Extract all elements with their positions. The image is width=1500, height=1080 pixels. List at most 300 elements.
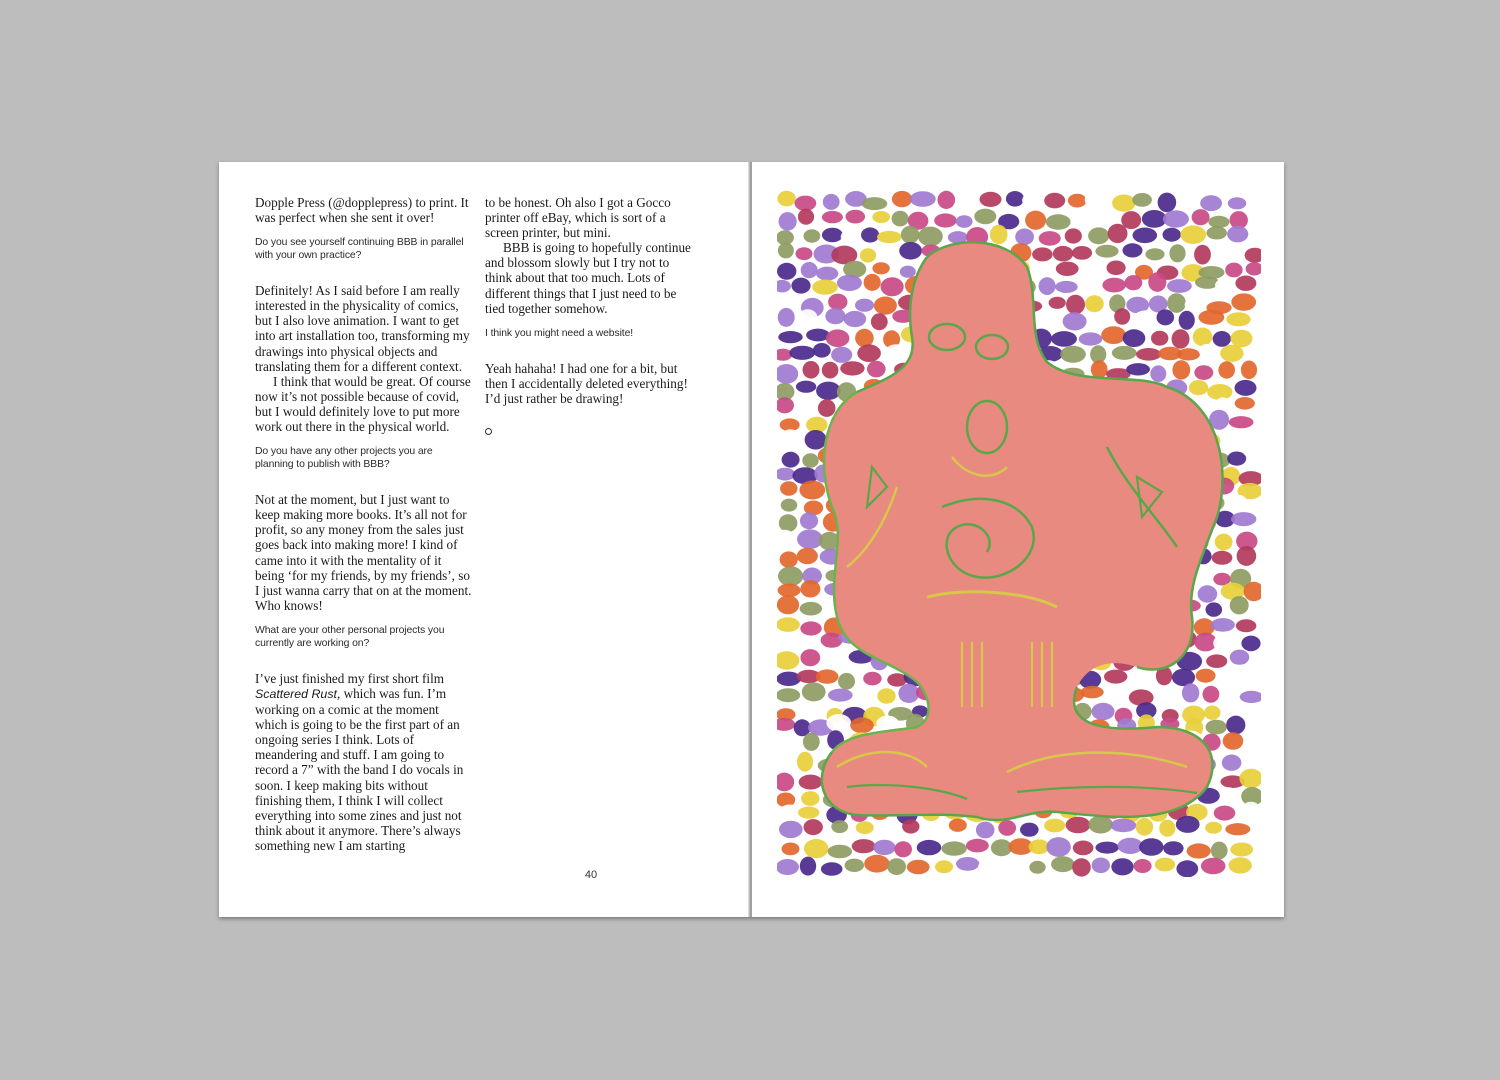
paint-dot: [822, 228, 843, 243]
paint-dot: [1006, 191, 1024, 207]
paint-dot: [1182, 683, 1199, 702]
paint-dot: [1060, 346, 1086, 363]
paint-dot: [1235, 276, 1256, 291]
paint-dot: [1091, 360, 1108, 378]
paint-dot: [838, 673, 855, 690]
paint-dot: [1110, 819, 1136, 833]
paragraph: Yeah hahaha! I had one for a bit, but then I accidentally deleted everything! I’d just rather be drawing!: [485, 360, 688, 406]
paint-dot: [826, 329, 850, 347]
paint-dot: [1134, 310, 1160, 324]
paint-dot: [1142, 210, 1167, 228]
paint-dot: [1126, 363, 1150, 375]
paint-dot: [798, 209, 814, 225]
paragraph: I think that would be great. Of course now it’s not possible because of covid, but I would definitely love to put more work out there in the physical world.: [255, 373, 471, 435]
paint-dot: [949, 819, 967, 832]
paint-dot: [831, 347, 852, 363]
paint-dot: [780, 481, 797, 495]
paint-dot: [1212, 551, 1233, 565]
paint-dot: [978, 860, 1002, 873]
paint-dot: [822, 211, 843, 223]
paint-dot: [779, 821, 803, 838]
paint-dot: [1201, 858, 1226, 875]
paint-dot: [778, 584, 801, 598]
paint-dot: [872, 262, 889, 274]
paint-dot: [781, 499, 798, 512]
paint-dot: [801, 791, 819, 806]
paint-dot: [1226, 312, 1250, 326]
paint-dot: [873, 840, 895, 855]
paint-dot: [1240, 691, 1261, 703]
paint-dot: [799, 706, 823, 721]
paragraph: BBB is going to hopefully continue and blossom slowly but I try not to think about that too much. Lots of different things that I just need to be tied together somehow.: [485, 240, 691, 316]
paint-dot: [803, 361, 820, 379]
paint-dot: [1198, 585, 1218, 602]
paint-dot: [778, 243, 794, 259]
paint-dot: [800, 649, 820, 666]
paint-dot: [1199, 310, 1225, 325]
paint-dot: [1039, 231, 1061, 246]
interview-question: Do you see yourself continuing BBB in parallel with your own practice?: [255, 237, 464, 262]
paint-dot: [777, 718, 795, 731]
paint-dot: [1178, 195, 1198, 208]
paint-dot: [1226, 716, 1245, 735]
paint-dot: [795, 196, 817, 211]
paint-dot: [1227, 452, 1246, 466]
paint-dot: [1241, 636, 1260, 652]
paint-dot: [1132, 193, 1152, 207]
paint-dot: [1213, 634, 1238, 653]
paint-dot: [1214, 806, 1236, 821]
paint-dot: [956, 215, 973, 228]
paint-dot: [998, 858, 1024, 871]
paint-dot: [777, 295, 800, 309]
paint-dot: [794, 636, 818, 648]
paint-dot: [1215, 278, 1237, 293]
paint-dot: [918, 227, 943, 247]
paint-dot: [1206, 602, 1223, 616]
paint-dot: [1231, 293, 1256, 310]
paragraph-text: , which was fun. I’m working on a comic at the moment which is going to be the first part of an ongoing series I think. Lots of meandering and stuff. I am going to record a 7” with the band I do vocals in soon. I keep making bits without finishing them, I think I will collect everything into some zines and just not think about it anymore. There’s always something new I am starting: [255, 685, 464, 853]
paint-dot: [1194, 365, 1213, 380]
paint-dot: [881, 277, 904, 296]
paint-dot: [1211, 618, 1235, 632]
paint-dot: [796, 399, 813, 416]
paint-dot: [1196, 669, 1216, 683]
interview-question: I think you might need a website!: [485, 327, 634, 339]
paint-dot: [882, 822, 904, 836]
paint-dot: [1036, 311, 1060, 328]
paint-dot: [910, 191, 936, 207]
paint-dot: [789, 346, 815, 360]
paint-dot: [894, 841, 912, 857]
paint-dot: [825, 651, 844, 669]
interview-question: Do you have any other projects you are planning to publish with BBB?: [255, 446, 433, 471]
paint-dot: [804, 839, 829, 858]
paint-dot: [779, 429, 803, 448]
paint-dot: [780, 551, 798, 567]
paint-dot: [1032, 247, 1053, 261]
paint-dot: [1229, 416, 1254, 428]
paint-dot: [1148, 272, 1166, 292]
paint-dot: [1193, 328, 1213, 347]
paint-dot: [823, 194, 840, 210]
paint-dot: [1176, 816, 1200, 833]
paint-dot: [1222, 755, 1242, 771]
paint-dot: [803, 733, 820, 751]
paint-dot: [1071, 213, 1096, 229]
paint-dot: [1046, 214, 1071, 229]
paint-dot: [1066, 817, 1091, 834]
paint-dot: [862, 197, 888, 210]
paint-dot: [778, 308, 795, 327]
paragraph: Definitely! As I said before I am really interested in the physicality of comics, but I also love animation. I want to get into art installation too, transforming my drawings into physical objects and translating them for a different context.: [255, 283, 470, 374]
paint-dot: [1135, 671, 1151, 685]
paragraph-text: I’ve just finished my first short film: [255, 670, 444, 686]
paint-dot: [1228, 432, 1247, 452]
paint-dot: [777, 364, 798, 384]
paint-dot: [1172, 329, 1190, 348]
paint-dot: [1241, 802, 1261, 821]
paint-dot: [797, 548, 818, 564]
paint-dot: [1177, 348, 1200, 360]
paint-dot: [1225, 823, 1250, 835]
paint-dot: [777, 651, 799, 669]
paint-dot: [1206, 654, 1227, 668]
paint-dot: [840, 361, 864, 375]
paint-dot: [778, 566, 803, 586]
paint-dot: [777, 759, 795, 773]
paint-dot: [1179, 311, 1195, 330]
paint-dot: [828, 845, 852, 858]
paint-dot: [1088, 816, 1112, 834]
paint-dot: [1176, 860, 1198, 877]
paint-dot: [799, 481, 825, 500]
paint-dot: [1108, 224, 1128, 243]
paint-dot: [1118, 838, 1143, 854]
paint-dot: [777, 635, 794, 652]
paint-dot: [1167, 293, 1186, 313]
paint-dot: [1088, 227, 1109, 244]
paint-dot: [1112, 346, 1137, 360]
paint-dot: [1072, 858, 1091, 876]
paint-dot: [1185, 298, 1208, 312]
paint-dot: [1053, 246, 1073, 262]
paint-dot: [1022, 192, 1045, 209]
paint-dot: [1220, 244, 1239, 259]
paint-dot: [778, 805, 801, 823]
paint-dot: [818, 399, 836, 417]
paint-dot: [907, 860, 930, 875]
paint-dot: [1169, 244, 1185, 262]
paint-dot: [1163, 228, 1181, 242]
paint-dot: [1215, 534, 1233, 551]
right-page: [752, 162, 1284, 917]
paint-dot: [798, 807, 819, 819]
paint-dot: [1015, 229, 1034, 246]
paint-dot: [778, 331, 802, 343]
paint-dot: [777, 859, 799, 875]
paint-dot: [821, 633, 843, 648]
paint-dot: [1125, 275, 1143, 290]
paint-dot: [1189, 380, 1208, 395]
paint-dot: [816, 267, 838, 281]
paint-dot: [828, 294, 847, 311]
paint-dot: [1136, 348, 1161, 361]
interview-question: What are your other personal projects you currently are working on?: [255, 624, 445, 649]
paint-dot: [856, 821, 874, 834]
paint-dot: [1133, 228, 1158, 244]
end-circle-icon: [485, 428, 492, 435]
paint-dot: [1123, 329, 1146, 347]
paint-dot: [1123, 243, 1143, 257]
paint-dot: [1102, 278, 1126, 293]
paint-dot: [990, 225, 1008, 244]
paint-dot: [1079, 332, 1103, 345]
paint-dot: [779, 212, 797, 231]
paint-dot: [1039, 277, 1056, 295]
paint-dot: [864, 274, 881, 291]
paint-dot: [1225, 263, 1242, 278]
paint-dot: [777, 468, 795, 481]
paint-dot: [855, 329, 874, 347]
paint-dot: [1079, 263, 1097, 277]
paint-dot: [1055, 281, 1078, 293]
paint-dot: [1101, 326, 1126, 344]
paint-dot: [796, 247, 813, 260]
paint-dot: [935, 860, 953, 873]
paint-dot: [864, 855, 889, 873]
paint-dot: [1065, 228, 1082, 243]
paint-dot: [1200, 195, 1222, 211]
paint-dot: [1231, 512, 1256, 526]
paint-dot: [1063, 312, 1087, 330]
paint-dot: [821, 862, 843, 876]
paint-dot: [1230, 650, 1250, 665]
paint-dot: [1204, 706, 1220, 720]
paint-dot: [1155, 858, 1175, 872]
paint-dot: [1085, 190, 1109, 209]
paint-dot: [1049, 297, 1066, 309]
paint-dot: [860, 248, 876, 262]
paint-dot: [1208, 216, 1229, 228]
paint-dot: [1107, 261, 1126, 276]
paint-dot: [1158, 193, 1177, 213]
paint-dot: [874, 297, 897, 315]
paint-dot: [886, 344, 908, 358]
paint-dot: [805, 430, 827, 450]
paint-dot: [924, 822, 950, 837]
paint-dot: [1235, 397, 1255, 410]
paint-dot: [804, 819, 823, 835]
paint-dot: [802, 682, 826, 701]
paint-dot: [800, 857, 816, 876]
paint-dot: [1090, 314, 1106, 330]
paint-dot: [1220, 787, 1237, 804]
paint-dot: [1222, 686, 1240, 706]
book-spread: [219, 162, 1284, 917]
paint-dot: [816, 669, 839, 683]
paint-dot: [802, 453, 818, 468]
paint-dot: [791, 278, 810, 294]
paint-dot: [1194, 245, 1211, 265]
paint-dot: [1136, 818, 1153, 836]
paint-dot: [1159, 820, 1175, 837]
paint-dot: [1163, 210, 1189, 227]
paint-dot: [777, 530, 796, 550]
paint-dot: [956, 857, 979, 871]
paint-dot: [955, 191, 980, 205]
paint-dot: [779, 514, 798, 532]
paint-dot: [1114, 308, 1130, 325]
paint-dot: [1172, 360, 1190, 379]
paint-dot: [980, 192, 1002, 207]
paint-dot: [812, 280, 838, 295]
paint-dot: [804, 229, 821, 242]
paint-dot: [976, 822, 995, 839]
paint-dot: [1068, 194, 1087, 208]
paint-dot: [1206, 720, 1227, 735]
paint-dot: [777, 280, 791, 293]
paint-dot: [877, 688, 895, 703]
paint-dot: [1205, 822, 1222, 834]
paint-dot: [782, 452, 800, 468]
paint-dot: [998, 820, 1016, 836]
paint-dot: [1145, 248, 1164, 260]
paint-dot: [872, 211, 890, 223]
paint-dot: [966, 839, 989, 853]
paint-dot: [800, 602, 822, 616]
paint-dot: [1081, 275, 1100, 290]
paint-dot: [902, 819, 919, 833]
paint-dot: [844, 311, 867, 327]
paragraph: [255, 671, 473, 853]
paint-dot: [801, 262, 818, 278]
paint-dot: [1220, 345, 1243, 362]
paint-dot: [1228, 197, 1247, 209]
paint-dot: [800, 580, 820, 597]
paint-dot: [1237, 546, 1257, 566]
paint-dot: [813, 343, 831, 358]
paint-dot: [1092, 858, 1110, 874]
paint-dot: [1246, 754, 1261, 767]
paint-dot: [1187, 843, 1211, 858]
paint-dot: [1246, 262, 1261, 275]
paint-dot: [856, 690, 875, 707]
paint-dot: [1167, 279, 1192, 293]
paint-dot: [828, 689, 853, 702]
paint-dot: [871, 313, 888, 330]
paint-dot: [1224, 670, 1241, 688]
paint-dot: [1066, 295, 1085, 315]
paint-dot: [1046, 837, 1070, 857]
paint-dot: [826, 714, 851, 732]
paint-dot: [799, 775, 823, 790]
paint-dot: [901, 226, 919, 244]
paint-dot: [1227, 226, 1248, 243]
paint-dot: [777, 397, 794, 413]
paint-dot: [777, 263, 796, 280]
paint-dot: [837, 275, 862, 291]
paint-dot: [917, 840, 942, 855]
paint-dot: [1230, 596, 1249, 614]
painted-figure-illustration-icon: [777, 187, 1261, 877]
paint-dot: [1085, 295, 1104, 312]
paint-dot: [892, 191, 912, 207]
paint-dot: [1139, 838, 1163, 856]
paint-dot: [877, 231, 902, 243]
paint-dot: [900, 266, 916, 278]
left-page: [219, 162, 750, 917]
paint-dot: [777, 191, 795, 207]
paint-dot: [1112, 195, 1135, 212]
paint-dot: [798, 309, 817, 325]
film-title: Scattered Rust: [255, 686, 337, 701]
paint-dot: [1081, 686, 1104, 698]
paint-dot: [1229, 857, 1252, 873]
text-column-1: [255, 195, 473, 853]
paint-dot: [1157, 309, 1175, 325]
paint-dot: [899, 242, 922, 260]
paint-dot: [1163, 841, 1183, 855]
paint-dot: [825, 308, 845, 324]
paint-dot: [822, 362, 839, 379]
paint-dot: [1095, 245, 1118, 258]
paint-dot: [777, 672, 801, 686]
paint-dot: [1111, 858, 1133, 875]
paint-dot: [1107, 689, 1130, 704]
paint-dot: [861, 227, 879, 242]
paint-dot: [1134, 859, 1152, 873]
paint-dot: [1044, 819, 1065, 833]
paint-dot: [1180, 225, 1206, 244]
paint-dot: [974, 209, 996, 225]
paint-dot: [863, 672, 881, 686]
paint-dot: [1096, 842, 1119, 854]
paint-dot: [852, 839, 876, 853]
paragraph: Not at the moment, but I just want to keep making more books. It’s all not for profit, so any money from the sales just goes back into making more! I kind of came into it with the mentality of it being ‘for my friends, by my friends’, so I just wanna carry that on at the moment. Who knows!: [255, 492, 472, 613]
paint-dot: [841, 229, 862, 245]
paint-dot: [1051, 331, 1077, 347]
paint-dot: [1072, 246, 1092, 260]
paint-dot: [800, 621, 821, 635]
paint-dot: [1235, 380, 1257, 396]
paint-dot: [1158, 685, 1179, 701]
paint-dot: [1231, 330, 1253, 348]
paint-dot: [1104, 670, 1127, 684]
paint-dot: [779, 735, 796, 752]
paint-dot: [867, 361, 886, 378]
paint-dot: [1029, 861, 1045, 874]
paint-dot: [1151, 331, 1168, 346]
paint-dot: [855, 299, 874, 312]
paint-dot: [777, 595, 799, 614]
paint-dot: [797, 752, 813, 772]
paint-dot: [1092, 703, 1115, 720]
paint-dot: [934, 213, 956, 227]
paint-dot: [1150, 365, 1166, 382]
paint-dot: [777, 688, 800, 702]
paint-dot: [1025, 211, 1046, 230]
paragraph: Dopple Press (@dopplepress) to print. It was perfect when she sent it over!: [255, 195, 469, 226]
paint-dot: [1044, 193, 1065, 209]
paint-dot: [777, 773, 794, 792]
paint-dot: [1020, 823, 1039, 837]
text-column-2: [485, 195, 699, 435]
paint-dot: [831, 820, 848, 833]
paint-dot: [1051, 856, 1074, 872]
paint-dot: [941, 841, 966, 855]
paint-dot: [1245, 248, 1261, 263]
